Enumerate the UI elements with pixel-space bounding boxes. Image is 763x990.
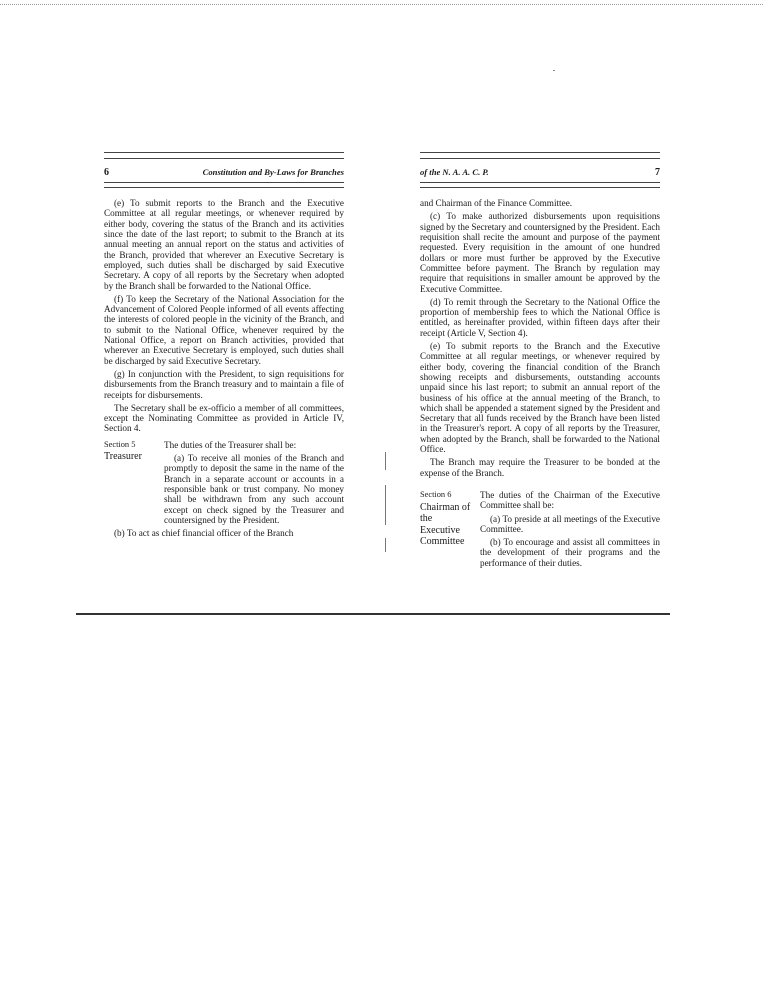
bottom-rule [76,613,670,615]
scan-top-edge [0,4,763,5]
section-5-title: Treasurer [104,451,142,463]
header-rule-top [104,152,344,159]
running-head-right: of the N. A. A. C. P. [420,167,489,177]
section-5-body [164,440,344,528]
header-rule-top [420,152,660,159]
section-5-margin [104,440,158,528]
paragraph-bond: The Branch may require the Treasurer to be bonded at the expense of the Branch. [420,457,660,478]
paragraph-c-treasurer: (c) To make authorized disbursements upon requisitions signed by the Secretary and countersigned by the President. Each requisition shall recite the amount and purpose of the payment requested. Every requisition in the amount of one hundred dollars or more must further be approved by the Executive Committee before payment. The Branch by regulation may require that requisitions in smaller amount be approved by the Executive Committee. [420,211,660,294]
section-6-item-b: (b) To encourage and assist all committees in the development of their programs and the performance of their duties. [480,537,660,568]
running-head-left: Constitution and By-Laws for Branches [202,167,344,177]
right-page-header [420,159,660,182]
paragraph-g-secretary: (g) In conjunction with the President, to sign requisitions for disbursements from the Branch treasury and to maintain a file of receipts for disbursements. [104,368,344,400]
page-number-left: 6 [104,167,109,178]
header-rule-bottom [104,182,344,188]
header-rule-bottom [420,182,660,188]
section-6-margin [420,490,474,571]
page-number-right: 7 [655,167,660,178]
section-5-intro: The duties of the Treasurer shall be: [164,439,297,450]
paragraph-e-secretary: (e) To submit reports to the Branch and the Executive Committee at all regular meetings, or whenever required by either body, covering the status of the Branch and its activities since the date of the last report; to submit to the Branch at its annual meeting an annual report on the status and activities of the Branch, provided that wherever an Executive Secretary is employed, such duties shall be discharged by said Executive Secretary. A copy of all reports by the Secretary when adopted by the Branch shall be forwarded to the National Office. [104,198,344,291]
left-page [104,152,344,541]
section-5-label: Section 5 [104,439,136,449]
section-6-item-a: (a) To preside at all meetings of the Executive Committee. [480,513,660,534]
paragraph-continuation: and Chairman of the Finance Committee. [420,198,573,209]
paragraph-d-treasurer: (d) To remit through the Secretary to the National Office the proportion of membership fees to which the National Office is entitled, as hereinafter provided, within fifteen days after their receipt (Article V, Section 4). [420,296,660,338]
left-page-header [104,159,344,182]
right-page [420,152,660,571]
section-5 [104,440,344,528]
page-spine-mark [385,485,386,525]
page-spine-mark [385,452,386,470]
scan-speck [553,70,555,71]
section-6-title: Chairman of the Executive Committee [420,501,471,548]
section-5-item-b: (b) To act as chief financial officer of the Branch [114,528,294,539]
section-6 [420,490,660,571]
paragraph-ex-officio: The Secretary shall be ex-officio a member of all committees, except the Nominating Committee as provided in Article IV, Section 4. [104,402,344,434]
section-6-intro: The duties of the Chairman of the Executive Committee shall be: [480,489,660,511]
section-6-body [480,490,660,571]
page-spine-mark [385,538,386,552]
section-5-item-a: (a) To receive all monies of the Branch and promptly to deposit the same in the name of the Branch in a separate account or accounts in a responsible bank or trust company. No money shall be withdrawn from any such account except on check signed by the Treasurer and countersigned by the President. [164,453,344,525]
paragraph-e-treasurer: (e) To submit reports to the Branch and the Executive Committee at all regular meetings, or whenever required by either body, covering the financial condition of the Branch showing receipts and disbursements, outstanding accounts unpaid since his last report; to submit an annual report of the business of his office at the annual meeting of the Branch, to which shall be appended a statement signed by the President and Secretary that all funds received by the Branch have been listed in the Treasurer's report. A copy of all reports by the Treasurer, when adopted by the Branch, shall be forwarded to the National Office. [420,341,660,455]
section-6-label: Section 6 [420,489,452,499]
paragraph-f-secretary: (f) To keep the Secretary of the National Association for the Advancement of Colored People informed of all events affecting the interests of colored people in the vicinity of the Branch, and to submit to the National Office, whenever required by the National Office, a report on Branch activities, provided that wherever an Executive Secretary is employed, such duties shall be discharged by said Executive Secretary. [104,293,344,366]
